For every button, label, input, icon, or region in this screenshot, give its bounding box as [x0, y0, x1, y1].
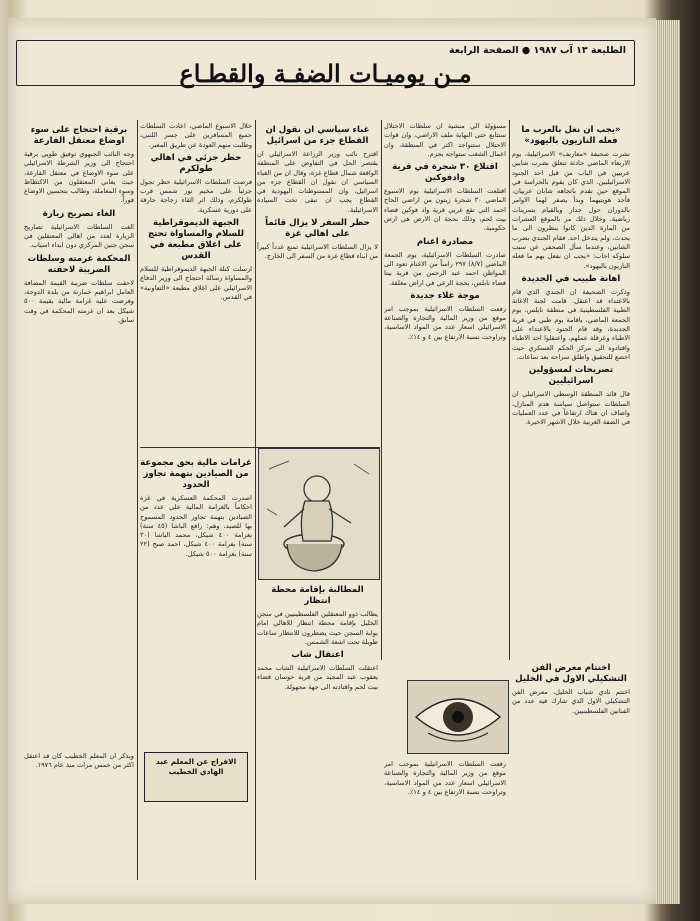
- issue-line: الطليعة ١٣ آب ١٩٨٧ ● الصفحة الرابعة: [448, 45, 626, 56]
- article-body: لا يزال السلطات الاسرائيلية تمنع عدداً كبيراً من ابناء قطاع غزة من السفر الى الخارج.: [257, 243, 378, 261]
- cartoon-illustration: [258, 448, 380, 580]
- article-heading: غرامات مالية بحق مجموعة من الصيادين بتهمة تجاوز الحدود: [140, 458, 252, 490]
- exhibit-photo: [407, 680, 509, 754]
- article-body: وجه النائب الجبهوي توفيق طوبي برقية احتجاج الى وزير الشرطة الاسرائيلي على سوء الاوضاع في معتقل الفارعة، حيث يعاني المعتقلون من الاكتظاظ وسوء المعاملة، وطالب بتحسين الاوضاع فوراً.: [24, 150, 134, 205]
- article-body: صادرت السلطات الاسرائيلية، يوم الجمعة الماضي (٨/٧) ٢٩٧ راساً من الاغنام تعود الى المواطن احمد عبد الرحمن من قرية بيتا قضاء نابلس، بحجة الرعي في اراض مغلقة.: [384, 250, 506, 287]
- article-body: نشرت صحيفة «معاريف» الاسرائيلية، يوم الاربعاء الماضي حادثة تتعلق بضرب شابين عربيين في الباب من قبل احد الجنود الاسرائيليين. الذي كان يقوم بالحراسة في الموقع حين تقدم باتجاهه شابان عربيان، فأخذ هويتيهما وبدأ يصفر لهما الاوامر بالدوران حول جدار وبالقيام بتمرينات رياضية. وخلال ذلك مر بالموقع العشرات من المارة الذين كانوا ينظرون الى ما يحدث، ولم يتدخل احد. فقام الجندي بضرب الشابين، وعندما سأل الصحفي عن سبب سلوكه اجاب: «يجب ان نفعل بهم ما فعله النازيون باليهود».: [512, 150, 630, 270]
- article-body: اختتم نادي شباب الخليل، معرض الفن التشكيلي الاول الذي شارك فيه عدد من الفنانين الفلسطينيين.: [512, 688, 630, 715]
- eye-artwork: [408, 681, 508, 753]
- column-2: [384, 122, 506, 652]
- article-body: اصدرت المحكمة العسكرية في غزة احكاماً بالغرامة المالية على عدد من الصيادين بتهمة تجاوز الحدود المسموح بها للصيد، وهم: رافع الباشا (٤٥ سنة) بغرامة ٤٠٠ شيكل، محمد الباشا (٣٠ سنة) بغرامة ٤٠٠ شيكل، احمد صبح (٢٢ سنة) بغرامة ٥٠٠ شيكل.: [140, 494, 252, 558]
- column-1: [512, 122, 630, 652]
- article-body: اقتلعت السلطات الاسرائيلية يوم الاسبوع الماضي ٣٠ شجرة زيتون من اراضي الحاج احمد التي تقع غربي قرية واد فوكين قضاء بيت لحم، وذلك بحجة ان الارض هي ارض حكومية.: [384, 187, 506, 233]
- article-body: رفعت السلطات الاسرائيلية بموجب امر موقع من وزير المالية والتجارة والصناعة الاسرائيلي اسعار عدد من المواد الاساسية، وتراوحت نسبة الارتفاع بين ٤ و ١٤٪.: [384, 304, 506, 341]
- article-body: لاحقت سلطات ضريبة القيمة المضافة العامل ابراهيم خمارنة من بلدة الدوحة، وفرضت عليه غرامة مالية بقيمة ٥٠٠ شيكل بعد ان غرمته المحكمة في وقت سابق.: [24, 278, 134, 324]
- article-body: الغت السلطات الاسرائيلية تصاريح الزيارة لعدد من اهالي المعتقلين في سجن جنين المركزي دون ابداء اسباب.: [24, 222, 134, 250]
- article-body: اقترح نائب وزير الزراعة الاسرائيلي ان يقتصر الحل في التفاوض على المنطقة الواقعة شمال قطاع غزة، وقال ان من الغباء السياسي ان نقول ان القطاع جزء من اسرائيل، وان المستوطنات اليهودية في القطاع يجب ان تبقى تحت السيادة الاسرائيلية.: [257, 150, 378, 214]
- article-body: اعتقلت السلطات الاسرائيلية الشاب محمد يعقوب عبد المجيد من قرية حوسان قضاء بيت لحم واقتادته الى جهة مجهولة.: [257, 664, 378, 691]
- column-3-lower: [257, 582, 378, 882]
- column-5: [24, 122, 134, 742]
- page-title: مـن يوميـات الضفـة والقطـاع: [179, 59, 472, 88]
- article-body: يطالب ذوو المعتقلين الفلسطينيين في سجن الخليل بإقامة محطة انتظار للاهالي امام بوابة السجن حيث يضطرون للانتظار ساعات طويلة تحت اشعة الشمس.: [257, 610, 378, 646]
- article-body: مسؤولة الي منشية ان سلطات الاحتلال ستتابع حتى النهاية ملف الاراضي، وان قوات الاحتلال ستتواجد اكثر في المنطقة، وان اعمال الشغب ستواجه بحزم.: [384, 122, 506, 158]
- column-rule: [255, 120, 256, 880]
- column-4-lower: [140, 455, 252, 755]
- column-4: [140, 122, 252, 447]
- cartoon-drawing: [259, 449, 379, 579]
- article-body: ارسلت كتلة الجبهة الديموقراطية للسلام والمساواة رسالة احتجاج الى وزير الدفاع الاسرائيلي على اغلاق مطبعة «التعاونية» في القدس.: [140, 265, 252, 301]
- column-rule: [137, 120, 138, 880]
- page-stack-edge: [656, 20, 680, 904]
- article-heading: الغاء تصريح زيارة: [42, 208, 116, 219]
- article-heading: المطالبة بإقامة محطة انتظار: [271, 585, 364, 606]
- article-body: وذكرت الصحيفة ان الجندي الذي قام بالاعتداء قد اعتقل. قامت لجنة الاغاثة الطبية الفلسطينية في منطقة نابلس، يوم الجمعة الماضي، باقامة يوم طبي في قرية الجديدة، وقد قام الجنود بالاعتداء على الاطباء وعرقلة عملهم، واعتقلوا احد الاطباء واقتادوه الى مركز الحكم العسكري حيث اخضع للتحقيق واطلق سراحه بعد ساعات.: [512, 287, 630, 361]
- notice-title: الافراج عن المعلم عبد الهادي الخطيب: [155, 757, 237, 776]
- article-heading: حظر جزئي في اهالي طولكرم: [150, 152, 242, 174]
- article-heading: مصادرة اغنام: [416, 236, 474, 247]
- article-heading: المحكمة غرمته وسلطات الضريبة لاحقته: [27, 253, 131, 275]
- release-notice-box: [144, 752, 248, 802]
- column-3: [257, 122, 378, 440]
- article-body: ويذكر ان المعلم الخطيب كان قد اعتقل اكثر من خمس مرات منذ عام ١٩٧٦.: [24, 752, 134, 770]
- article-heading: «يجب ان نغل بالعرب ما فعله النازيون باليهود»: [521, 125, 621, 146]
- article-heading: اختتام معرض الفن التشكيلي الاول في الخليل: [515, 663, 627, 684]
- column-2-lower: [384, 760, 506, 880]
- article-heading: حظر السفر لا يزال قائماً على اهالي غزة: [265, 218, 370, 240]
- notice-body: [24, 752, 134, 882]
- article-heading: برقية احتجاج على سوء اوضاع معتقل الفارعة: [30, 125, 128, 146]
- column-rule: [509, 120, 510, 660]
- article-heading: اعتقال شاب: [291, 650, 344, 661]
- exhibit-article: [512, 660, 630, 880]
- article-body: خلال الاسبوع الماضي، اعادت السلطات جميع المسافرين على جسر اللنبي، وطلبت منهم العودة عن طريق المعبر.: [140, 122, 252, 149]
- article-heading: موجة غلاء جديدة: [410, 290, 480, 301]
- article-body: فرضت السلطات الاسرائيلية حظر تجول جزئياً على مخيم نور شمس قرب طولكرم، وذلك اثر القاء زجاجة حارقة على دورية عسكرية.: [140, 177, 252, 214]
- article-body: رفعت السلطات الاسرائيلية بموجب امر موقع من وزير المالية والتجارة والصناعة الاسرائيلي اسعار عدد من المواد الاساسية، وتراوحت نسبة الارتفاع بين ٤ و ١٤٪.: [384, 760, 506, 796]
- article-heading: الجبهة الديموقراطية للسلام والمساواة تحتج على اغلاق مطبعة في القدس: [147, 218, 245, 262]
- article-body: قال قائد المنطقة الوسطى الاسرائيلي ان السلطات ستواصل سياسة هدم المنازل، واضاف ان هناك ارتفاعاً في عدد العمليات في الضفة الغربية خلال الاشهر الاخيرة.: [512, 390, 630, 427]
- article-heading: تصريحات لمسؤولين اسرائيليين: [528, 365, 614, 387]
- column-rule: [381, 120, 382, 660]
- article-heading: اهانة طبيب في الجديدة: [521, 273, 621, 284]
- article-heading: اقتلاع ٣٠ شجرة في قرية وادفوكين: [392, 162, 498, 184]
- article-heading: غباء سياسي ان نقول ان القطاع جزء من اسرائيل: [265, 125, 370, 146]
- masthead-frame: [16, 40, 635, 86]
